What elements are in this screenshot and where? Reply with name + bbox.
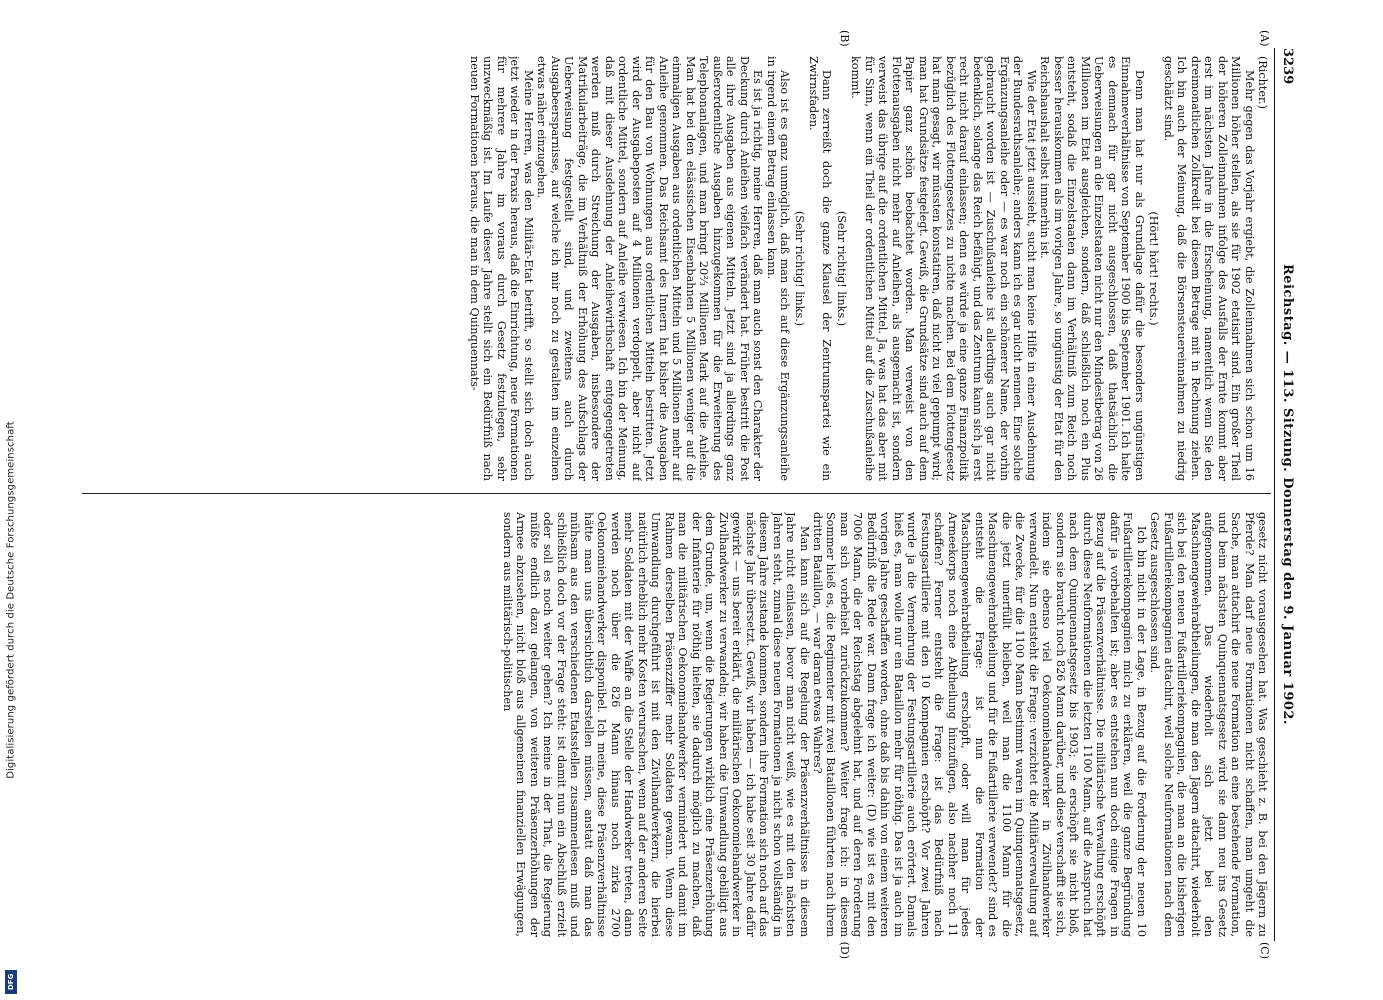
header-rule xyxy=(1274,48,1275,941)
paragraph: Es ist ja richtig, meine Herren, daß man auch sonst den Charakter der Deckung durch Anleihen vielfach verändert hat. Früher bestritt die Post alle ihre Ausgaben aus eigenen Mitteln. Jetzt sind ja allerdings ganz außerordentliche Ausgaben hinzugekommen für die Erweiterung des Telephonanlagen, und man bringt 20⅔ Millionen Mark auf die Anleihe. Man hat bei den elsässischen Eisenbahnen 5 Millionen weniger auf die einmaligen Ausgaben aus ordentlichen Mitteln und 5 Millionen mehr auf Anleihe genommen. Das Reichsamt des Innern hat bisher die Ausgaben für den Bau von Wohnungen aus ordentlichen Mitteln bestritten. Jetzt wird der Ausgabeposten auf 4 Millionen verdoppelt, aber nicht auf ordentliche Mittel, sondern auf Anleihe verwiesen. Ich bin der Meinung, daß mit dieser Ausdehnung der Anleihewirthschaft entgegengetreten werden muß durch Streichung der Ausgaben, insbesondere der Matrikularbeiträge, die im Verhältniß der Erhöhung des Aufschlags der Ueberweisung festgestellt sind, und zweitens auch durch Ausgabeersparnisse, auf welche ich mir noch zu gestalten im einzelnen etwas näher einzugehen. xyxy=(535,56,765,481)
paragraph: Also ist es ganz unmöglich, daß man sich auf diese Ergänzungsanleihe in irgend einem Betrag einlassen kann. xyxy=(764,56,792,481)
paragraph: Dann zerreißt doch die ganze Klausel der Zentrumspartei wie ein Zwirnsfaden. xyxy=(807,56,834,481)
paragraph: Ich bin nicht in der Lage, in Bezug auf die Forderung der neuen 10 Fußartilleriekompagnien mich zu erklären, weil die ganze Begründung dafür ja vorbehalten ist; aber es entstehen nun doch einige Fragen in Bezug auf die Präsenzverhältnisse. Die militärische Verwaltung erschöpft durch diese Neuformationen die letzten 1100 Mann, auf die Anspruch hat nach dem Quinquennatsgesetz bis 1903; sie erschöpft sie nicht bloß, sondern sie braucht noch 826 Mann darüber, und diese verschafft sie sich, indem sie ebenso viel Oekonomiehandwerker in Zivilhandwerker verwandelt. Nun entsteht die Frage: verzichtet die Militärverwaltung auf die Zwecke, für die 1100 Mann bestimmt waren im Quinquennatsgesetz, die jetzt unerfüllt bleiben, weil man die 1100 Mann für die Maschinengewehrabtheilung und für die Fußartillerie verwendet? sind es entsteht die Frage: ist nun die Formation der Maschinengewehrabtheilung erschöpft, oder will man für jedes Armeekorps noch eine Abtheilung hinzufügen, also nachher noch 11 schaffen? Ferner entsteht die Frage: ist das Bedürfniß nach Festungsartillerie mit den 10 Kompagnien erschöpft? Vor zwei Jahren wurde ja die Vermehrung der Festungsartillerie auch erörtert. Damals hieß es, man wolle nur ein Bataillon mehr für nöthig. Das ist ja auch im vorigen Jahre geschaffen worden, ohne daß bis dahin von einem weiteren Bedürfniß die Rede war. Dann frage ich weiter: (D) wie ist es mit den 7006 Mann, die der Reichstag abgelehnt hat, und auf deren Forderung man sich vorbehielt zurückzukommen? Weiter frage ich: in diesem Sommer hieß es, die Regimenter mit zwei Bataillonen führten nach ihrem dritten Bataillon, — war daran etwas Wahres? xyxy=(811,512,1148,937)
paragraph: Meine Herren, was den Militär-Etat betrifft, so stellt sich doch auch jetzt wieder in der Praxis heraus, daß die Einrichtung, neue Formationen für mehrere Jahre im voraus durch Gesetz festzulegen, sehr unzweckmäßig ist. Im Laufe dieser Jahre stellt sich ein Bedürfniß nach neuen Formationen heraus, die man in dem Quinquennats- xyxy=(467,56,535,481)
margin-letter-a: (A) xyxy=(1258,30,1271,47)
interjection: (Hört! hört! rechts.) xyxy=(1147,211,1161,326)
funding-note: Digitalisierung gefördert durch die Deutsche Forschungsgemeinschaft xyxy=(5,421,17,779)
paragraph: Man kann sich auf die Regelung der Präsenzverhältnisse in diesem Jahre nicht einlassen, bevor man nicht weiß, wie es mit den nächsten Jahren steht, zumal diese neuen Formationen ja nicht schon vollständig in diesem Jahre zustande kommen, sondern ihre Formation sich noch auf das nächste Jahr übersetzt. Gewiß, wir haben — ich habe seit 30 Jahre dafür gewirkt — uns bereit erklärt, die militärischen Oekonomiehandwerker in Zivilhandwerker zu verwandeln; wir haben die Umwandlung gebilligt aus dem Grunde, um, wenn die Regierungen wirklich eine Präsenzerhöhung der Infanterie für nöthig hielten, sie dadurch möglich zu machen, daß man die militärischen Oekonomiehandwerker vermindert und damit im Rahmen derselben Präsenzziffer mehr Soldaten gewann. Wenn diese Umwandlung durchgeführt ist mit den Zivilhandwerkern, die hierbei natürlich erheblich mehr Kosten verursachen, wenn auf der anderen Seite mehr Soldaten mit der Waffe an die Stelle der Handwerker treten, dann werden noch über die 826 Mann hinaus noch zirka 2700 Oekonomiehandwerker disponibel. Ich meine, diese Präsenzverhältnisse hätte man uns übersichtlich darstellen müssen, anstatt daß man das mühsam aus den verschiedenen Etatsstellen zusammenlesen muß und schließlich doch vor der Frage steht: ist damit nun ein Abschluß erzielt oder soll es noch weiter gehen? Ich meine in der That, die Regierung müßte endlich dazu gelangen, von weiteren Präsenzerhöhungen der Armee abzusehen, nicht bloß aus allgemeinen finanziellen Erwägungen, sondern aus militärisch-politischen xyxy=(500,512,811,937)
paragraph: gesetz nicht vorausgesehen hat. Was geschieht z. B. bei den Jägern zu Pferde? Man darf neue Formationen nicht schaffen, man umgeht die Sache, man attachirt die neue Formation an eine bestehende Formation, und beim nächsten Quinquennatsgesetz wird sie dann neu ins Gesetz aufgenommen. Das wiederholt sich jetzt bei den Maschinengewehrabtheilungen, die man den Jägern attachirt, wiederholt sich bei den neuen Fußartilleriekompagnien, die man an die bisherigen Fußartilleriekompagnien attachirt, weil solche Neuformationen nach dem Gesetz ausgeschlossen sind. xyxy=(1148,512,1269,937)
left-column xyxy=(84,56,1269,481)
running-title: Reichstag. — 113. Sitzung. Donnerstag den 9. Januar 1902. xyxy=(1280,264,1296,725)
interjection: (Sehr richtig! links.) xyxy=(792,210,806,327)
paragraph: Denn man hat nur als Grundlage dafür die besonders ungünstigen Einnahmeverhältnisse von September 1900 bis September 1901. Ich halte es demnach für gar nicht ausgeschlossen, daß thatsächlich die Ueberweisungen an die Einzelstaaten nicht nur den Mindestbetrag von 26 Millionen im Etat ausgleichen, sondern, daß schließlich noch ein Plus entsteht, sodaß die Einzelstaaten dann im Verhältniß zum Reich noch besser herauskommen als im vorigen Jahre, so ungünstig der Etat für den Reichshaushalt selbst immerhin ist. xyxy=(1038,56,1146,481)
column-divider xyxy=(82,493,1271,494)
dfg-logo: DFG xyxy=(5,970,17,994)
margin-letter-b: (B) xyxy=(838,30,851,47)
digitization-footer xyxy=(2,0,18,1000)
page-header xyxy=(1277,48,1299,941)
paragraph: Wie der Etat jetzt aussieht, sucht man keine Hilfe in einer Ausdehnung der Bundesrathsanleihe; anders kann ich es gar nicht nennen. Eine solche Ergänzungsanleihe oder — es war noch ein schönerer Name, der vorhin gebraucht worden ist — Zuschußanleihe ist allerdings auch gar nicht bedenklich, solange das Reich befähigt, und das Zentrum kann sich ja erst recht nicht darauf einlassen; denn es würde ja eine ganze Finanzpolitik bezüglich des Flottengesetzes zu nichte machen. Bei dem Flottengesetz hat man gesagt, wir müssten konstatiren, daß nicht zu viel gepumpt wird; man hat Grundsätze festgelegt. Gewiß, die Grundsätze sind auch auf dem Papier ganz schön beobachtet worden. Man verweist von den Flottenausgaben nicht mehr auf Anleihen, als ausgemacht ist, sondern verweist das übrige auf die ordentlichen Mittel. Ja, was hat das aber mit für Sinn, wenn ein Theil der ordentlichen Mittel auf die Zuschußanleihe kommt. xyxy=(849,56,1038,481)
page-number: 3239 xyxy=(1280,48,1296,85)
right-column xyxy=(84,512,1269,937)
interjection: (Sehr richtig! links.) xyxy=(834,210,848,327)
paragraph: Mehr gegen das Vorjahr ergiebt, die Zolleinnahmen sich schon um 16 Millionen höher stellen, als sie für 1902 etatisirt sind. Ein großer Theil der höheren Zolleinnahmen infolge des Ausfalls der Ernte kommt aber erst im nächsten Jahre in die Erscheinung, namentlich wenn Sie den dreimonatlichen Zollkredit bei diesem Betrage mit in Rechnung ziehen. Ich bin auch der Meinung, daß die Börsensteuereinnahmen zu niedrig geschätzt sind. xyxy=(1161,56,1256,481)
speaker-label: (Richter.) xyxy=(1256,56,1269,109)
margin-letter-c: (C) xyxy=(1258,942,1271,959)
rotated-page xyxy=(78,30,1303,959)
margin-letter-d: (D) xyxy=(838,941,851,959)
